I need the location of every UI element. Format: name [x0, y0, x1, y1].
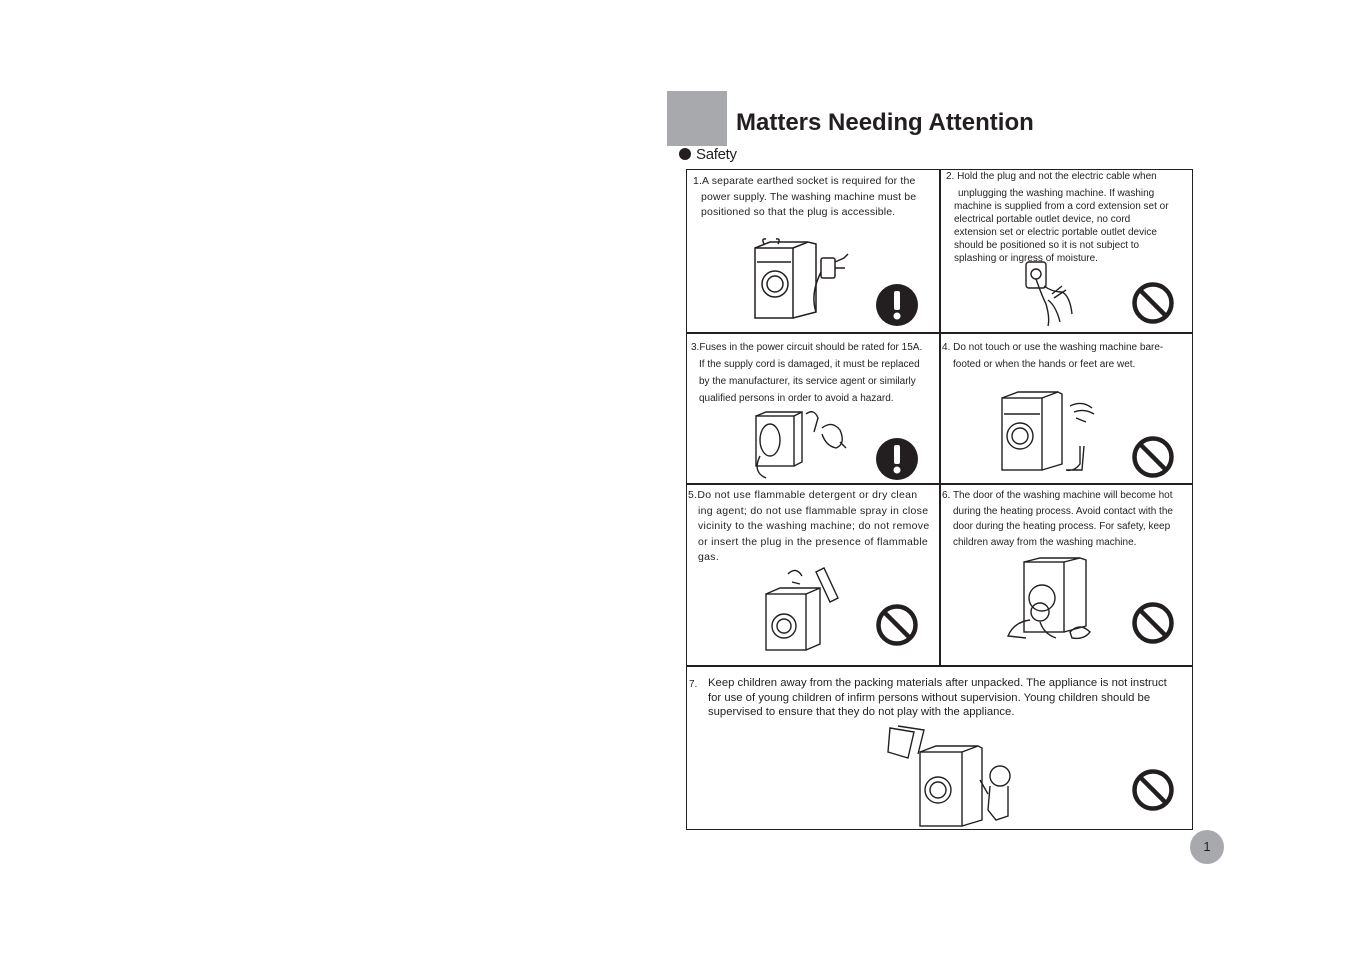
flammable-spray-illustration	[760, 562, 842, 654]
safety-item-6	[942, 488, 1190, 550]
item-line: 1.A separate earthed socket is required for the	[693, 175, 916, 187]
item-line: extension set or electric portable outlet device	[954, 227, 1157, 238]
mandatory-exclamation-icon	[875, 283, 919, 327]
page-number: 1	[1190, 830, 1224, 864]
item-line: children away from the washing machine.	[953, 536, 1137, 548]
safety-item-4	[942, 339, 1188, 373]
item-text: Keep children away from the packing materials after unpacked. The appliance is not instruct for use of young children of infirm persons without supervision. Young children should be supervised to ensure that they do not play with the appliance.	[708, 677, 1167, 718]
item-line: unplugging the washing machine. If washing	[958, 188, 1155, 199]
item-line: vicinity to the washing machine; do not remove	[698, 520, 930, 532]
item-line: power supply. The washing machine must be	[701, 190, 917, 203]
item-line: ing agent; do not use flammable spray in close	[698, 504, 929, 517]
page-title: Matters Needing Attention	[736, 109, 1034, 136]
safety-item-5	[688, 488, 934, 566]
plug-hand-illustration	[1022, 256, 1078, 328]
item-line: or insert the plug in the presence of flammable	[698, 535, 929, 548]
wet-hands-feet-illustration	[996, 388, 1100, 480]
hot-door-child-illustration	[1000, 556, 1106, 648]
safety-item-1	[693, 174, 933, 221]
prohibited-icon	[1131, 768, 1175, 812]
safety-item-3	[691, 339, 938, 407]
safety-item-7	[689, 676, 1181, 720]
item-line: machine is supplied from a cord extension set or	[954, 201, 1169, 212]
item-line: 5.Do not use flammable detergent or dry clean	[688, 489, 918, 501]
item-line: 3.Fuses in the power circuit should be rated for 15A.	[691, 342, 923, 353]
item-line: during the heating process. Avoid contact with the	[953, 505, 1173, 517]
item-line: 4. Do not touch or use the washing machine bare-	[942, 342, 1164, 353]
grid-divider	[939, 169, 941, 667]
section-label: Safety	[696, 146, 737, 163]
damaged-cord-illustration	[748, 404, 858, 484]
section-heading	[679, 146, 737, 163]
prohibited-icon	[1131, 281, 1175, 325]
prohibited-icon	[875, 603, 919, 647]
packing-materials-illustration	[884, 724, 1012, 830]
prohibited-icon	[1131, 601, 1175, 645]
item-line: electrical portable outlet device, no cord	[954, 214, 1131, 225]
item-line: should be positioned so it is not subject to	[954, 240, 1140, 251]
item-number: 7.	[689, 679, 698, 690]
item-line: by the manufacturer, its service agent or similarly	[699, 376, 916, 387]
item-line: qualified persons in order to avoid a hazard.	[699, 393, 894, 404]
item-line: positioned so that the plug is accessible.	[701, 206, 896, 218]
item-line: 6. The door of the washing machine will become hot	[942, 490, 1173, 501]
bullet-icon	[679, 148, 691, 160]
item-line: door during the heating process. For safety, keep	[953, 521, 1171, 532]
washer-plug-illustration	[748, 236, 858, 324]
mandatory-exclamation-icon	[875, 437, 919, 481]
header-gray-block	[667, 91, 727, 146]
prohibited-icon	[1131, 435, 1175, 479]
item-line: gas.	[698, 551, 720, 563]
item-line: If the supply cord is damaged, it must be replaced	[699, 359, 920, 370]
safety-item-2	[946, 170, 1192, 265]
item-line: footed or when the hands or feet are wet.	[953, 359, 1136, 370]
item-line: splashing or ingress of moisture.	[954, 253, 1098, 264]
item-line: 2. Hold the plug and not the electric cable when	[946, 171, 1157, 182]
